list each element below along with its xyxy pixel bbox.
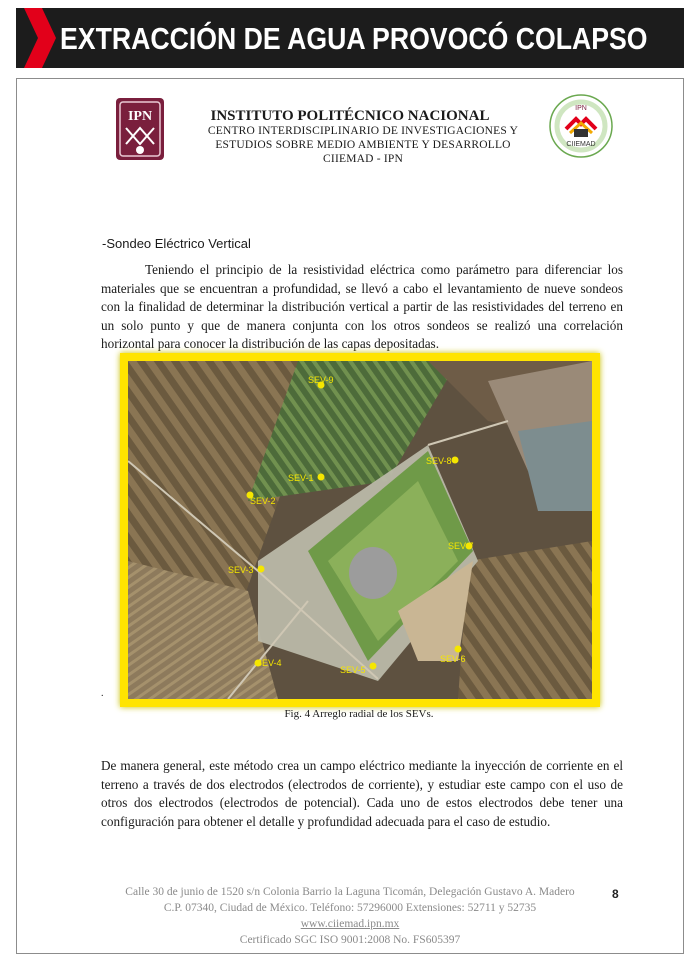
page-number: 8 xyxy=(612,887,619,901)
svg-text:IPN: IPN xyxy=(127,109,153,124)
ciiemad-logo-icon xyxy=(548,93,614,159)
banner xyxy=(0,0,700,76)
section-title: -Sondeo Eléctrico Vertical xyxy=(102,236,251,251)
sev-label: SEV-2 xyxy=(250,496,276,506)
paragraph-1: Teniendo el principio de la resistividad eléctrica como parámetro para diferenciar los materiales que se encuentran a profundidad, se llevó a cabo el levantamiento de nueve sondeos con la finalidad de determinar la distribución vertical a partir de las resistividades del terreno en un solo punto y que de manera conjunta con los otros sondeos se realizó una correlación horizontal para conocer la distribución de las capas depositadas. xyxy=(101,262,623,352)
footer-contact: C.P. 07340, Ciudad de México. Teléfono: 57296000 Extensiones: 52711 y 52735 xyxy=(163,902,537,914)
stray-dot: . xyxy=(101,688,104,699)
sev-label: SEV-9 xyxy=(308,375,334,385)
header-line-2: ESTUDIOS SOBRE MEDIO AMBIENTE Y DESARROLLO xyxy=(215,139,511,151)
header-line-3: CIIEMAD - IPN xyxy=(323,153,403,165)
aerial-photo xyxy=(128,361,592,699)
chevron-icon xyxy=(22,8,56,68)
banner-title: EXTRACCIÓN DE AGUA PROVOCÓ COLAPSO xyxy=(60,21,648,56)
sev-label: SEV-4 xyxy=(256,658,282,668)
sev-label: SEV-1 xyxy=(288,473,314,483)
figure-caption: Fig. 4 Arreglo radial de los SEVs. xyxy=(284,708,434,720)
sev-label: SEV-5 xyxy=(340,665,366,675)
sev-label: SEV-3 xyxy=(228,565,254,575)
sev-label: SEV-7 xyxy=(448,541,474,551)
svg-text:IPN: IPN xyxy=(575,105,587,112)
institute-name: INSTITUTO POLITÉCNICO NACIONAL xyxy=(210,108,490,124)
footer-address: Calle 30 de junio de 1520 s/n Colonia Barrio la Laguna Ticomán, Delegación Gustavo A. Madero xyxy=(125,886,575,898)
paragraph-2: De manera general, este método crea un campo eléctrico mediante la inyección de corriente en el terreno a través de dos electrodos (electrodos de corriente), y estudiar este campo con el uso de otros dos electrodos (electrodos de potencial). Cada uno de estos electrodos debe tener una configuración para obtener el detalle y profundidad adecuada para el caso de estudio. xyxy=(101,758,623,829)
svg-text:CIIEMAD: CIIEMAD xyxy=(566,141,596,148)
sev-label: SEV-6 xyxy=(440,654,466,664)
footer-certificate: Certificado SGC ISO 9001:2008 No. FS605397 xyxy=(239,934,461,946)
sev-label: SEV-8 xyxy=(426,456,452,466)
figure-frame xyxy=(120,353,600,707)
footer-website-link[interactable]: www.ciiemad.ipn.mx xyxy=(300,918,400,930)
header-line-1: CENTRO INTERDISCIPLINARIO DE INVESTIGACIONES Y xyxy=(207,125,519,137)
